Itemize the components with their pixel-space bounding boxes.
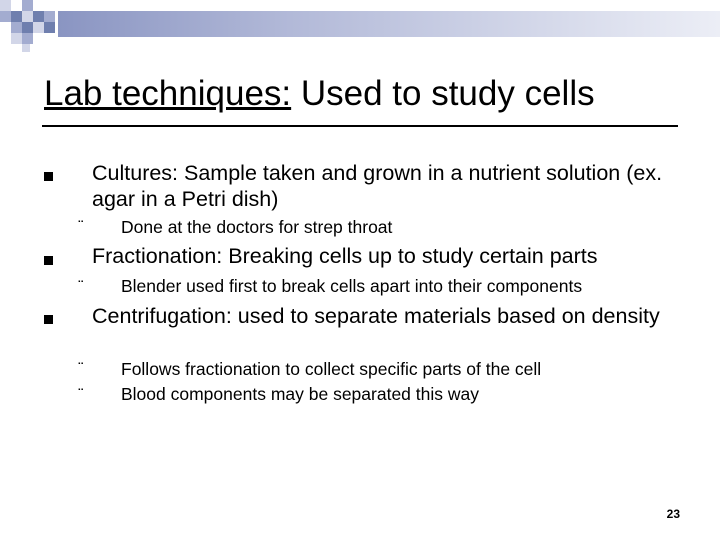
banner-square (11, 33, 22, 44)
banner-square (0, 11, 11, 22)
page-number: 23 (666, 507, 680, 521)
bullet-square-icon (44, 315, 53, 324)
banner-square (22, 44, 30, 52)
title-divider (42, 125, 678, 127)
bullet-text: Centrifugation: used to separate materials based on density (92, 304, 660, 328)
slide-title (44, 72, 595, 116)
bullet-square-icon (44, 256, 53, 265)
banner-square (11, 11, 22, 22)
banner-square (44, 11, 55, 22)
banner-square (33, 11, 44, 22)
checkbox-bullet-icon: ¨ (77, 218, 85, 236)
banner-square (11, 0, 22, 11)
banner-square (0, 0, 11, 11)
bullet-text: Fractionation: Breaking cells up to study certain parts (92, 244, 598, 268)
banner-square (22, 0, 33, 11)
checkbox-bullet-icon: ¨ (77, 278, 85, 296)
bullet-square-icon (44, 172, 53, 181)
sub-bullet-text: Done at the doctors for strep throat (121, 217, 393, 237)
sub-bullet-text: Blender used first to break cells apart into their components (121, 276, 583, 296)
checkbox-bullet-icon: ¨ (77, 360, 85, 378)
banner-square (11, 22, 22, 33)
bullet-text: Cultures: Sample taken and grown in a nutrient solution (ex. agar in a Petri dish) (92, 161, 663, 211)
checkbox-bullet-icon: ¨ (77, 386, 85, 404)
banner-square (33, 22, 44, 33)
banner-square (44, 22, 55, 33)
banner-square (33, 0, 44, 11)
banner-square (22, 11, 33, 22)
sub-bullet-text: Blood components may be separated this way (121, 384, 479, 404)
banner-square (22, 33, 33, 44)
title-rest: Used to study cells (291, 74, 595, 113)
banner-square (0, 22, 11, 33)
title-underlined-part: Lab techniques: (44, 74, 292, 113)
banner-square (33, 33, 44, 44)
banner-strip (58, 11, 720, 37)
banner-square (22, 22, 33, 33)
decorative-banner (0, 0, 720, 52)
sub-bullet-text: Follows fractionation to collect specific parts of the cell (121, 359, 542, 379)
